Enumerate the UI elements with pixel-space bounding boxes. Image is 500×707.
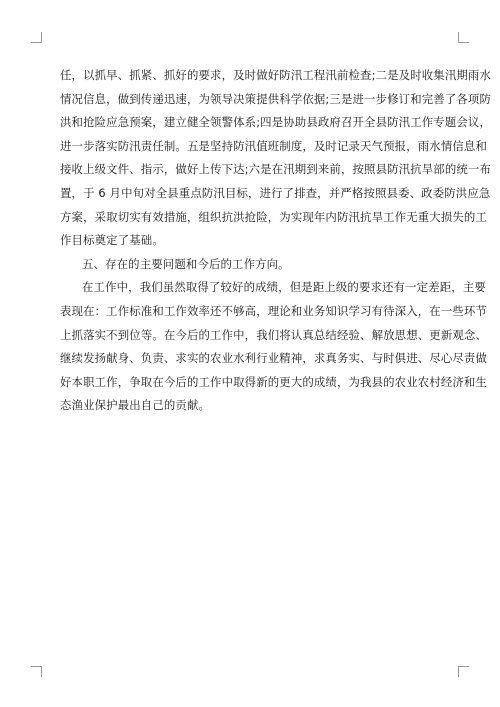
crop-mark-bottom-left bbox=[31, 666, 42, 677]
text-line: 作目标奠定了基础。 bbox=[60, 233, 164, 248]
document-body bbox=[60, 64, 491, 418]
text-line: 情况信息，做到传递迅速，为领导决策提供科学依据;三是进一步修订和完善了各项防 bbox=[60, 91, 491, 106]
text-line: 态渔业保护最出自己的贡献。 bbox=[60, 398, 211, 413]
section-heading: 五、存在的主要问题和今后的工作方向。 bbox=[82, 256, 290, 271]
text-line: 接收上级文件、指示，做好上传下达;六是在汛期到来前，按照县防汛抗旱部的统一布 bbox=[60, 162, 491, 177]
text-line: 表现在：工作标准和工作效率还不够高，理论和业务知识学习有待深入，在一些环节 bbox=[60, 303, 488, 318]
text-line: 方案，采取切实有效措施，组织抗洪抢险，为实现年内防汛抗旱工作无重大损失的工 bbox=[60, 209, 488, 224]
text-line: 在工作中，我们虽然取得了较好的成绩，但是距上级的要求还有一定差距，主要 bbox=[82, 280, 486, 295]
text-line: 洪和抢险应急预案，建立健全领警体系;四是协助县政府召开全县防汛工作专题会议， bbox=[60, 115, 491, 130]
text-line: 任，以抓早、抓紧、抓好的要求，及时做好防汛工程汛前检查;二是及时收集汛期雨水 bbox=[60, 68, 491, 82]
crop-mark-bottom-right bbox=[458, 666, 469, 677]
text-line: 置，于 6 月中旬对全县重点防汛目标，进行了排查，并严格按照县委、政委防洪应急 bbox=[60, 185, 491, 200]
text-line: 好本职工作，争取在今后的工作中取得新的更大的成绩，为我县的农业农村经济和生 bbox=[60, 374, 488, 389]
crop-mark-top-right bbox=[458, 32, 469, 43]
crop-mark-top-left bbox=[31, 32, 42, 43]
text-line: 上抓落实不到位等。在今后的工作中，我们将认真总结经验、解放思想、更新观念、 bbox=[60, 327, 488, 342]
text-line: 进一步落实防汛责任制。五是坚持防汛值班制度，及时记录天气预报，雨水情信息和 bbox=[60, 138, 488, 153]
text-line: 继续发扬献身、负责、求实的农业水利行业精神，求真务实、与时俱进、尽心尽责做 bbox=[60, 351, 488, 366]
